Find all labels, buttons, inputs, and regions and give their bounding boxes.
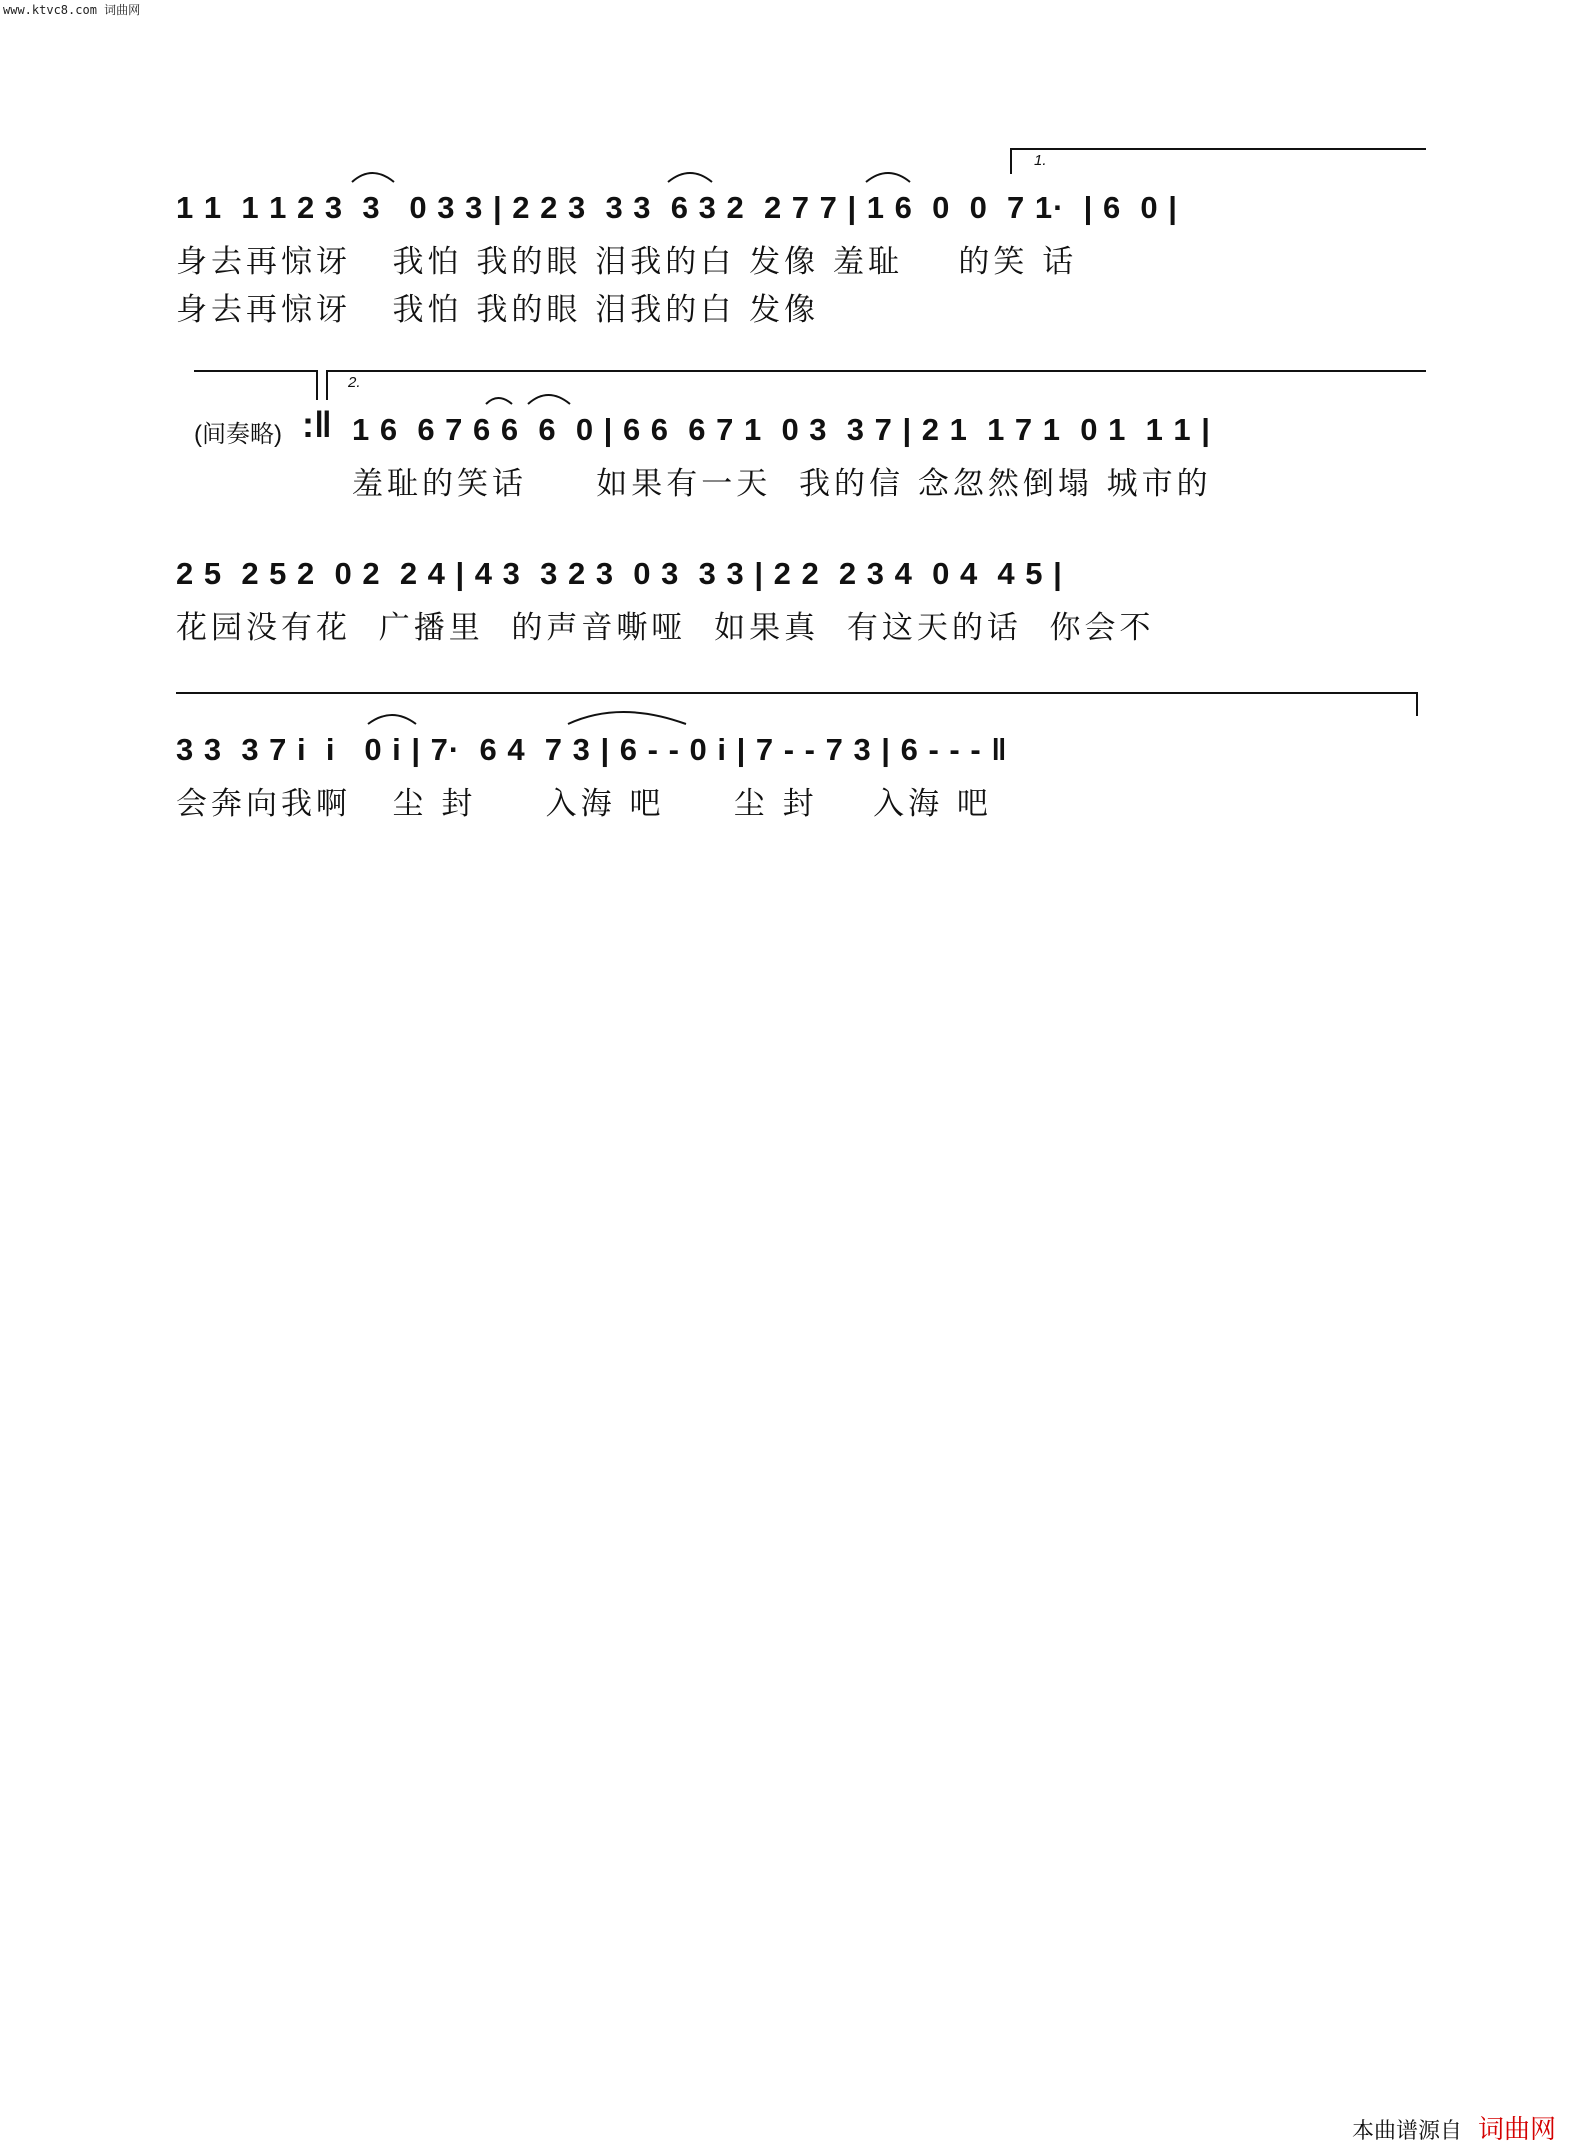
- header-url: www.ktvc8.com 词曲网: [3, 3, 141, 17]
- notation-line: 1 1 1 1 2 3 3 0 3 3 | 2 2 3 3 3 6 3 2 2 7 7 | 1 6 0 0 7 1· | 6 0 |: [176, 190, 1178, 225]
- lyric-line-1: 身去再惊讶 我怕 我的眼 泪我的白 发像 羞耻 的笑 话: [176, 244, 1078, 280]
- interlude-note: (间奏略): [194, 421, 282, 448]
- notation-line: 3 3 3 7 i i 0 i | 7· 6 4 7 3 | 6 - - 0 i | 7 - - 7 3 | 6 - - - ‖: [176, 732, 1008, 767]
- lyric-line-1: 花园没有花 广播里 的声音嘶哑 如果真 有这天的话 你会不: [176, 610, 1155, 646]
- footer-site-link[interactable]: 词曲网: [1477, 2114, 1556, 2144]
- volta-1-label: 1.: [1034, 152, 1047, 169]
- slur-marks: [0, 0, 1586, 900]
- lyric-line-1: 羞耻的笑话 如果有一天 我的信 念忽然倒塌 城市的: [352, 466, 1212, 502]
- lyric-line-2: 身去再惊讶 我怕 我的眼 泪我的白 发像: [176, 292, 820, 328]
- footer-source-text: 本曲谱源自: [1351, 2118, 1462, 2143]
- notation-line: 2 5 2 5 2 0 2 2 4 | 4 3 3 2 3 0 3 3 3 | 2 2 2 3 4 0 4 4 5 |: [176, 556, 1063, 591]
- notation-line: 1 6 6 7 6 6 6 0 | 6 6 6 7 1 0 3 3 7 | 2 1 1 7 1 0 1 1 1 |: [352, 412, 1211, 447]
- footer-credit: [1352, 2109, 1556, 2146]
- volta-2-label: 2.: [348, 374, 361, 391]
- lyric-line-1: 会奔向我啊 尘 封 入海 吧 尘 封 入海 吧: [176, 786, 992, 822]
- repeat-start-sign: :‖: [302, 404, 332, 445]
